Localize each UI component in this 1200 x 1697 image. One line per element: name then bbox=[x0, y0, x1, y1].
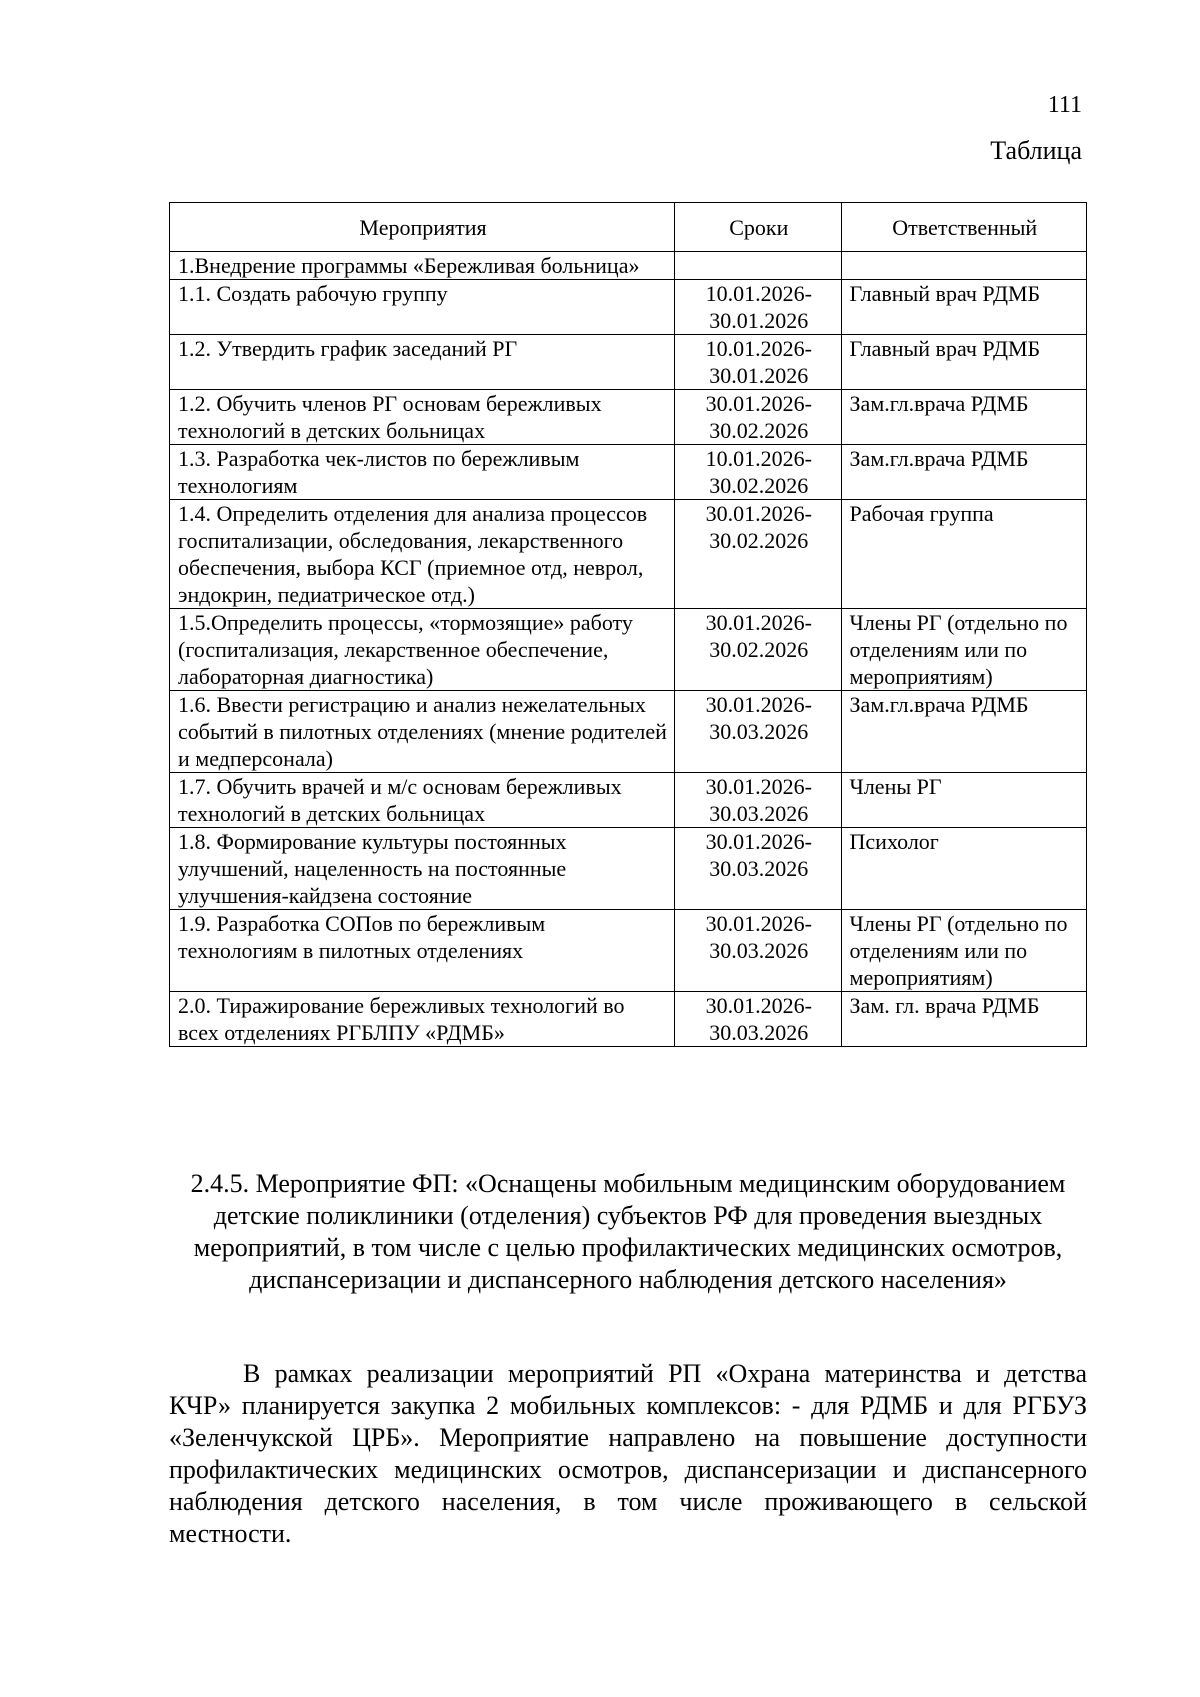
activity-cell: 1.8. Формирование культуры постоянных улучшений, нацеленность на постоянные улучшения-кайдзена состояние bbox=[170, 828, 675, 910]
responsible-cell: Главный врач РДМБ bbox=[841, 335, 1086, 390]
responsible-cell: Зам. гл. врача РДМБ bbox=[841, 992, 1086, 1047]
activity-cell: 1.2. Обучить членов РГ основам бережливых технологий в детских больницах bbox=[170, 390, 675, 445]
body-paragraph: В рамках реализации мероприятий РП «Охрана материнства и детства КЧР» планируется закупка 2 мобильных комплексов: - для РДМБ и для РГБУЗ «Зеленчукской ЦРБ». Мероприятие направлено на повышение доступности профилактических медицинских осмотров, диспансеризации и диспансерного наблюдения детского населения, в том числе проживающего в сельской местности. bbox=[169, 1359, 1087, 1548]
term-start: 10.01.2026- bbox=[705, 446, 812, 471]
term-cell bbox=[675, 390, 841, 445]
activity-cell: 1.Внедрение программы «Бережливая больница» bbox=[170, 252, 675, 280]
term-end: 30.03.2026 bbox=[709, 801, 809, 826]
responsible-cell: Главный врач РДМБ bbox=[841, 280, 1086, 335]
activity-cell: 1.6. Ввести регистрацию и анализ нежелательных событий в пилотных отделениях (мнение родителей и медперсонала) bbox=[170, 691, 675, 773]
table-row bbox=[170, 500, 1087, 609]
term-cell bbox=[675, 500, 841, 609]
term-end: 30.03.2026 bbox=[709, 938, 809, 963]
table-row bbox=[170, 828, 1087, 910]
term-end: 30.02.2026 bbox=[709, 418, 809, 443]
table-row bbox=[170, 691, 1087, 773]
activity-cell: 1.7. Обучить врачей и м/с основам бережливых технологий в детских больницах bbox=[170, 773, 675, 828]
responsible-cell: Психолог bbox=[841, 828, 1086, 910]
term-end: 30.02.2026 bbox=[709, 528, 809, 553]
term-end: 30.02.2026 bbox=[709, 473, 809, 498]
responsible-cell: Зам.гл.врача РДМБ bbox=[841, 445, 1086, 500]
activity-cell: 1.5.Определить процессы, «тормозящие» работу (госпитализация, лекарственное обеспечение, лабораторная диагностика) bbox=[170, 609, 675, 691]
term-cell bbox=[675, 828, 841, 910]
term-start: 30.01.2026- bbox=[705, 692, 812, 717]
term-start: 30.01.2026- bbox=[705, 501, 812, 526]
term-end: 30.02.2026 bbox=[709, 637, 809, 662]
term-end: 30.01.2026 bbox=[709, 308, 809, 333]
term-cell bbox=[675, 609, 841, 691]
table-row bbox=[170, 773, 1087, 828]
header-activities: Мероприятия bbox=[170, 203, 675, 252]
activity-cell: 1.1. Создать рабочую группу bbox=[170, 280, 675, 335]
responsible-cell: Зам.гл.врача РДМБ bbox=[841, 691, 1086, 773]
activity-cell: 1.4. Определить отделения для анализа процессов госпитализации, обследования, лекарственного обеспечения, выбора КСГ (приемное отд, неврол, эндокрин, педиатрическое отд.) bbox=[170, 500, 675, 609]
activity-cell: 1.3. Разработка чек-листов по бережливым технологиям bbox=[170, 445, 675, 500]
page-number: 111 bbox=[1047, 92, 1082, 118]
term-cell bbox=[675, 910, 841, 992]
term-start: 30.01.2026- bbox=[705, 774, 812, 799]
term-cell bbox=[675, 773, 841, 828]
table-header-row bbox=[170, 203, 1087, 252]
term-cell bbox=[675, 280, 841, 335]
activity-cell: 2.0. Тиражирование бережливых технологий во всех отделениях РГБЛПУ «РДМБ» bbox=[170, 992, 675, 1047]
term-cell bbox=[675, 445, 841, 500]
term-start: 30.01.2026- bbox=[705, 993, 812, 1018]
table-row bbox=[170, 445, 1087, 500]
term-start: 30.01.2026- bbox=[705, 610, 812, 635]
activities-table bbox=[169, 202, 1087, 1047]
term-cell bbox=[675, 335, 841, 390]
responsible-cell: Рабочая группа bbox=[841, 500, 1086, 609]
table-row bbox=[170, 280, 1087, 335]
term-end: 30.03.2026 bbox=[709, 856, 809, 881]
term-end: 30.03.2026 bbox=[709, 1020, 809, 1045]
term-cell bbox=[675, 252, 841, 280]
responsible-cell: Зам.гл.врача РДМБ bbox=[841, 390, 1086, 445]
term-start: 30.01.2026- bbox=[705, 911, 812, 936]
term-start: 30.01.2026- bbox=[705, 829, 812, 854]
responsible-cell bbox=[841, 252, 1086, 280]
table-row bbox=[170, 609, 1087, 691]
term-start: 30.01.2026- bbox=[705, 391, 812, 416]
table-row bbox=[170, 390, 1087, 445]
section-heading: 2.4.5. Мероприятие ФП: «Оснащены мобильным медицинским оборудованием детские поликлиники (отделения) субъектов РФ для проведения выездных мероприятий, в том числе с целью профилактических медицинских осмотров, диспансеризации и диспансерного наблюдения детского населения» bbox=[190, 1169, 1066, 1294]
term-start: 10.01.2026- bbox=[705, 336, 812, 361]
table-row bbox=[170, 992, 1087, 1047]
term-cell bbox=[675, 691, 841, 773]
table-row bbox=[170, 252, 1087, 280]
term-start: 10.01.2026- bbox=[705, 281, 812, 306]
table-row bbox=[170, 910, 1087, 992]
header-responsible: Ответственный bbox=[841, 203, 1086, 252]
table-row bbox=[170, 335, 1087, 390]
activity-cell: 1.2. Утвердить график заседаний РГ bbox=[170, 335, 675, 390]
table-caption: Таблица bbox=[990, 136, 1082, 165]
responsible-cell: Члены РГ (отдельно по отделениям или по мероприятиям) bbox=[841, 910, 1086, 992]
responsible-cell: Члены РГ (отдельно по отделениям или по мероприятиям) bbox=[841, 609, 1086, 691]
term-end: 30.03.2026 bbox=[709, 719, 809, 744]
header-terms: Сроки bbox=[675, 203, 841, 252]
responsible-cell: Члены РГ bbox=[841, 773, 1086, 828]
activity-cell: 1.9. Разработка СОПов по бережливым технологиям в пилотных отделениях bbox=[170, 910, 675, 992]
term-end: 30.01.2026 bbox=[709, 363, 809, 388]
term-cell bbox=[675, 992, 841, 1047]
